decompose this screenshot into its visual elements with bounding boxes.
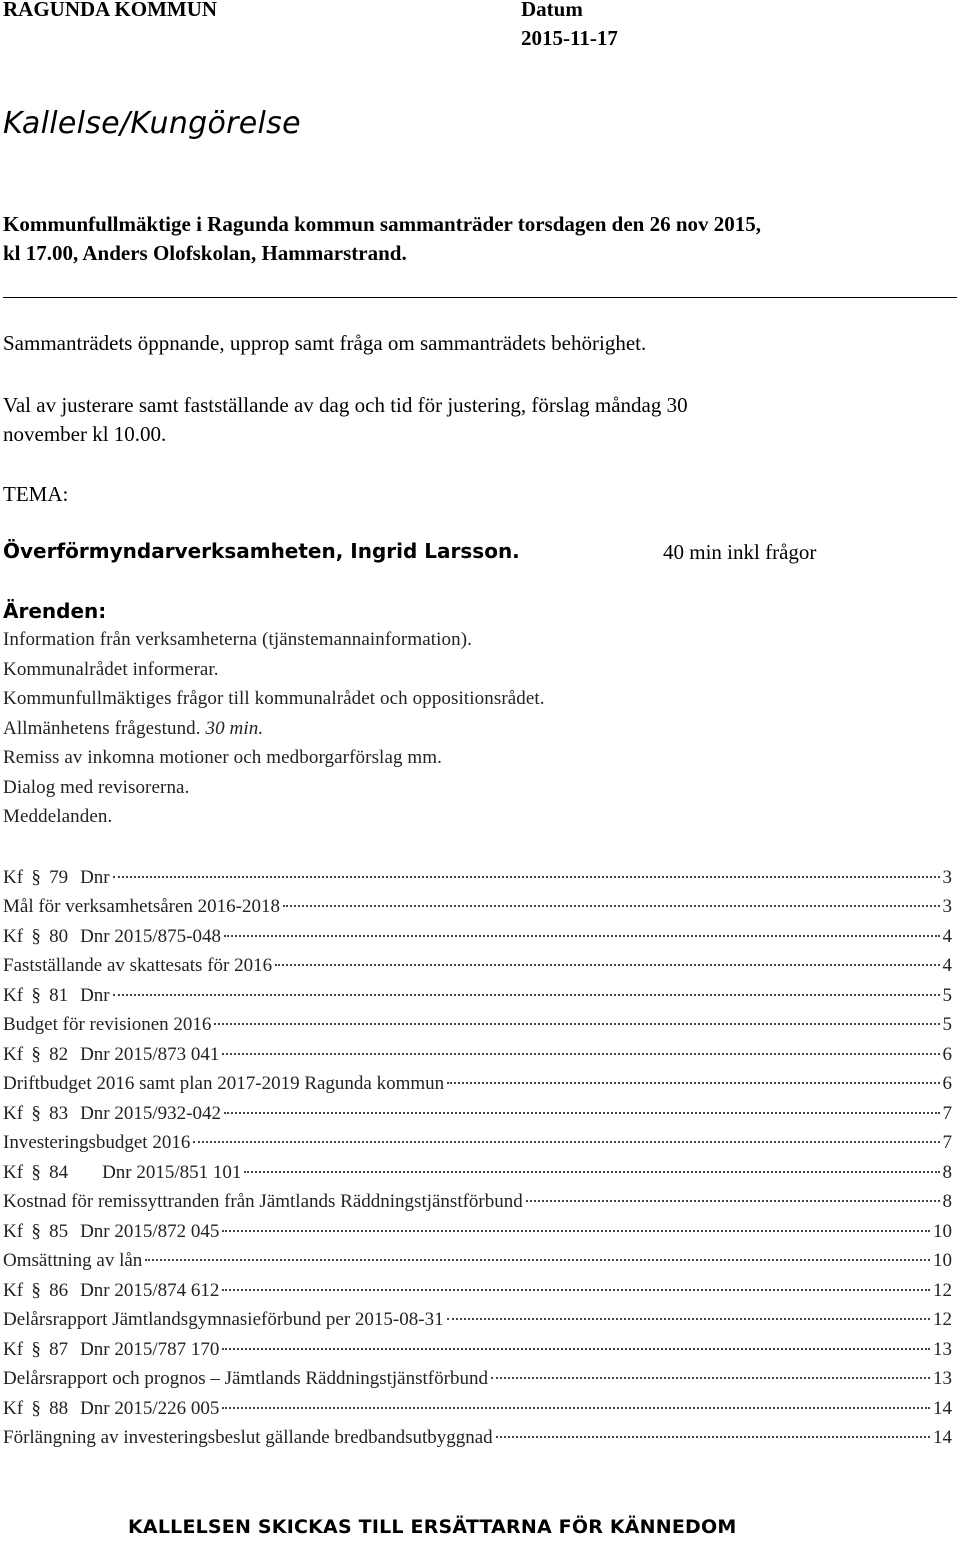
toc-entry: Förlängning av investeringsbeslut gällande bredbandsutbyggnad 14 [3,1427,952,1448]
organization-name: RAGUNDA KOMMUN [3,0,218,21]
toc-entry: Kf § 84 Dnr 2015/851 101 8 [3,1162,952,1183]
toc-page: 10 [933,1221,952,1242]
toc-entry: Kf § 80 Dnr 2015/875-048 4 [3,926,952,947]
toc-entry: Kf § 86 Dnr 2015/874 612 12 [3,1280,952,1301]
toc-entry: Kf § 85 Dnr 2015/872 045 10 [3,1221,952,1242]
toc-entry: Investeringsbudget 2016 7 [3,1132,952,1153]
toc-entry: Kostnad för remissyttranden från Jämtlands Räddningstjänstförbund 8 [3,1191,952,1212]
intro-line-1: Kommunfullmäktige i Ragunda kommun sammanträder torsdagen den 26 nov 2015, [3,212,762,236]
arende-item: Information från verksamheterna (tjänstemannainformation). [3,629,473,650]
intro-line-2: kl 17.00, Anders Olofskolan, Hammarstrand. [3,241,407,265]
toc-page: 4 [942,955,952,976]
toc-page: 10 [933,1250,952,1271]
toc-page: 13 [933,1368,952,1389]
toc-page: 6 [942,1073,952,1094]
tema-duration: 40 min inkl frågor [663,540,817,564]
toc-page: 14 [933,1398,952,1419]
toc-entry: Budget för revisionen 2016 5 [3,1014,952,1035]
tema-item: Överförmyndarverksamheten, Ingrid Larsson. [3,539,520,563]
toc-page: 8 [942,1191,952,1212]
toc-entry: Kf § 79 Dnr 3 [3,867,952,888]
toc-page: 14 [933,1427,952,1448]
date-value: 2015-11-17 [521,26,618,50]
toc-page: 3 [942,867,952,888]
toc-entry: Driftbudget 2016 samt plan 2017-2019 Ragunda kommun 6 [3,1073,952,1094]
toc-entry: Delårsrapport och prognos – Jämtlands Räddningstjänstförbund 13 [3,1368,952,1389]
arende-item: Meddelanden. [3,806,113,827]
document-title: Kallelse/Kungörelse [3,106,301,141]
toc-entry: Kf § 87 Dnr 2015/787 170 13 [3,1339,952,1360]
toc-page: 7 [942,1103,952,1124]
arende-item: Kommunalrådet informerar. [3,659,219,680]
toc-entry: Kf § 88 Dnr 2015/226 005 14 [3,1398,952,1419]
toc-page: 5 [942,985,952,1006]
toc-entry: Kf § 81 Dnr 5 [3,985,952,1006]
toc-page: 12 [933,1280,952,1301]
horizontal-rule [3,297,957,298]
arende-item: Kommunfullmäktiges frågor till kommunalrådet och oppositionsrådet. [3,688,545,709]
toc-entry: Kf § 82 Dnr 2015/873 041 6 [3,1044,952,1065]
toc-page: 5 [942,1014,952,1035]
toc-page: 3 [942,896,952,917]
arende-item: Remiss av inkomna motioner och medborgarförslag mm. [3,747,443,768]
toc-page: 12 [933,1309,952,1330]
date-label: Datum [521,0,583,21]
toc-entry: Mål för verksamhetsåren 2016-2018 3 [3,896,952,917]
toc-entry: Kf § 83 Dnr 2015/932-042 7 [3,1103,952,1124]
toc-page: 6 [942,1044,952,1065]
footer-notice: KALLELSEN SKICKAS TILL ERSÄTTARNA FÖR KÄNNEDOM [128,1516,737,1538]
justering-line-2: november kl 10.00. [3,422,167,446]
tema-label: TEMA: [3,482,69,506]
opening-item: Sammanträdets öppnande, upprop samt fråga om sammanträdets behörighet. [3,331,647,355]
toc-entry: Omsättning av lån 10 [3,1250,952,1271]
toc-page: 8 [942,1162,952,1183]
toc-entry: Delårsrapport Jämtlandsgymnasieförbund per 2015-08-31 12 [3,1309,952,1330]
arenden-label: Ärenden: [3,599,107,623]
justering-line-1: Val av justerare samt fastställande av dag och tid för justering, förslag måndag 30 [3,393,688,417]
toc-page: 7 [942,1132,952,1153]
arende-item-duration: 30 min. [205,718,264,739]
toc-page: 13 [933,1339,952,1360]
arende-item [3,718,263,740]
arende-item: Dialog med revisorerna. [3,777,190,798]
toc-entry: Fastställande av skattesats för 2016 4 [3,955,952,976]
arende-item-text: Allmänhetens frågestund. [3,718,201,739]
toc-page: 4 [942,926,952,947]
